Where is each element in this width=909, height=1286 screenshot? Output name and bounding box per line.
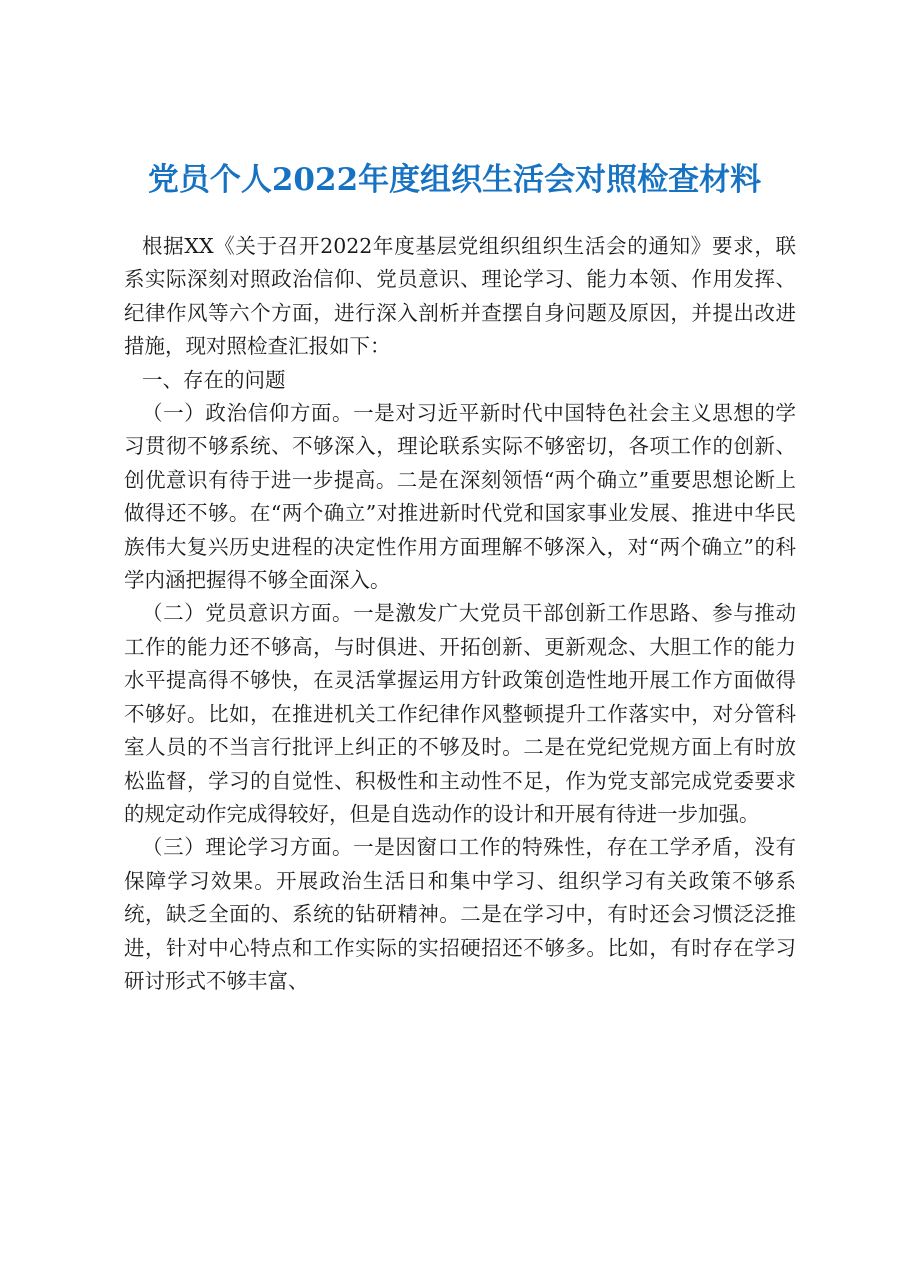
section-heading: 一、存在的问题 [142,367,286,392]
theory-study-paragraph: （三）理论学习方面。一是因窗口工作的特殊性，存在工学矛盾，没有保障学习效果。开展政治生活日和集中学习、组织学习有关政策不够系统，缺乏全面的、系统的钻研精神。二是在学习中，有时还会习惯泛泛推进，针对中心特点和工作实际的实招硬招还不够多。比如，有时存在学习研讨形式不够丰富、 [124,835,796,993]
document-body [124,230,796,998]
political-belief-paragraph: （一）政治信仰方面。一是对习近平新时代中国特色社会主义思想的学习贯彻不够系统、不够深入，理论联系实际不够密切，各项工作的创新、创优意识有待于进一步提高。二是在深刻领悟“两个确立”重要思想论断上做得还不够。在“两个确立”对推进新时代党和国家事业发展、推进中华民族伟大复兴历史进程的决定性作用方面理解不够深入，对“两个确立”的科学内涵把握得不够全面深入。 [124,401,796,593]
document-title: 党员个人2022年度组织生活会对照检查材料 [147,162,762,198]
intro-paragraph: 根据XX《关于召开2022年度基层党组织组织生活会的通知》要求，联系实际深刻对照政治信仰、党员意识、理论学习、能力本领、作用发挥、纪律作风等六个方面，进行深入剖析并查摆自身问题及原因，并提出改进措施，现对照检查汇报如下： [124,234,796,359]
party-awareness-paragraph: （二）党员意识方面。一是激发广大党员干部创新工作思路、参与推动工作的能力还不够高，与时俱进、开拓创新、更新观念、大胆工作的能力水平提高得不够快，在灵活掌握运用方针政策创造性地开展工作方面做得不够好。比如，在推进机关工作纪律作风整顿提升工作落实中，对分管科室人员的不当言行批评上纠正的不够及时。二是在党纪党规方面上有时放松监督，学习的自觉性、积极性和主动性不足，作为党支部完成党委要求的规定动作完成得较好，但是自选动作的设计和开展有待进一步加强。 [124,601,796,826]
